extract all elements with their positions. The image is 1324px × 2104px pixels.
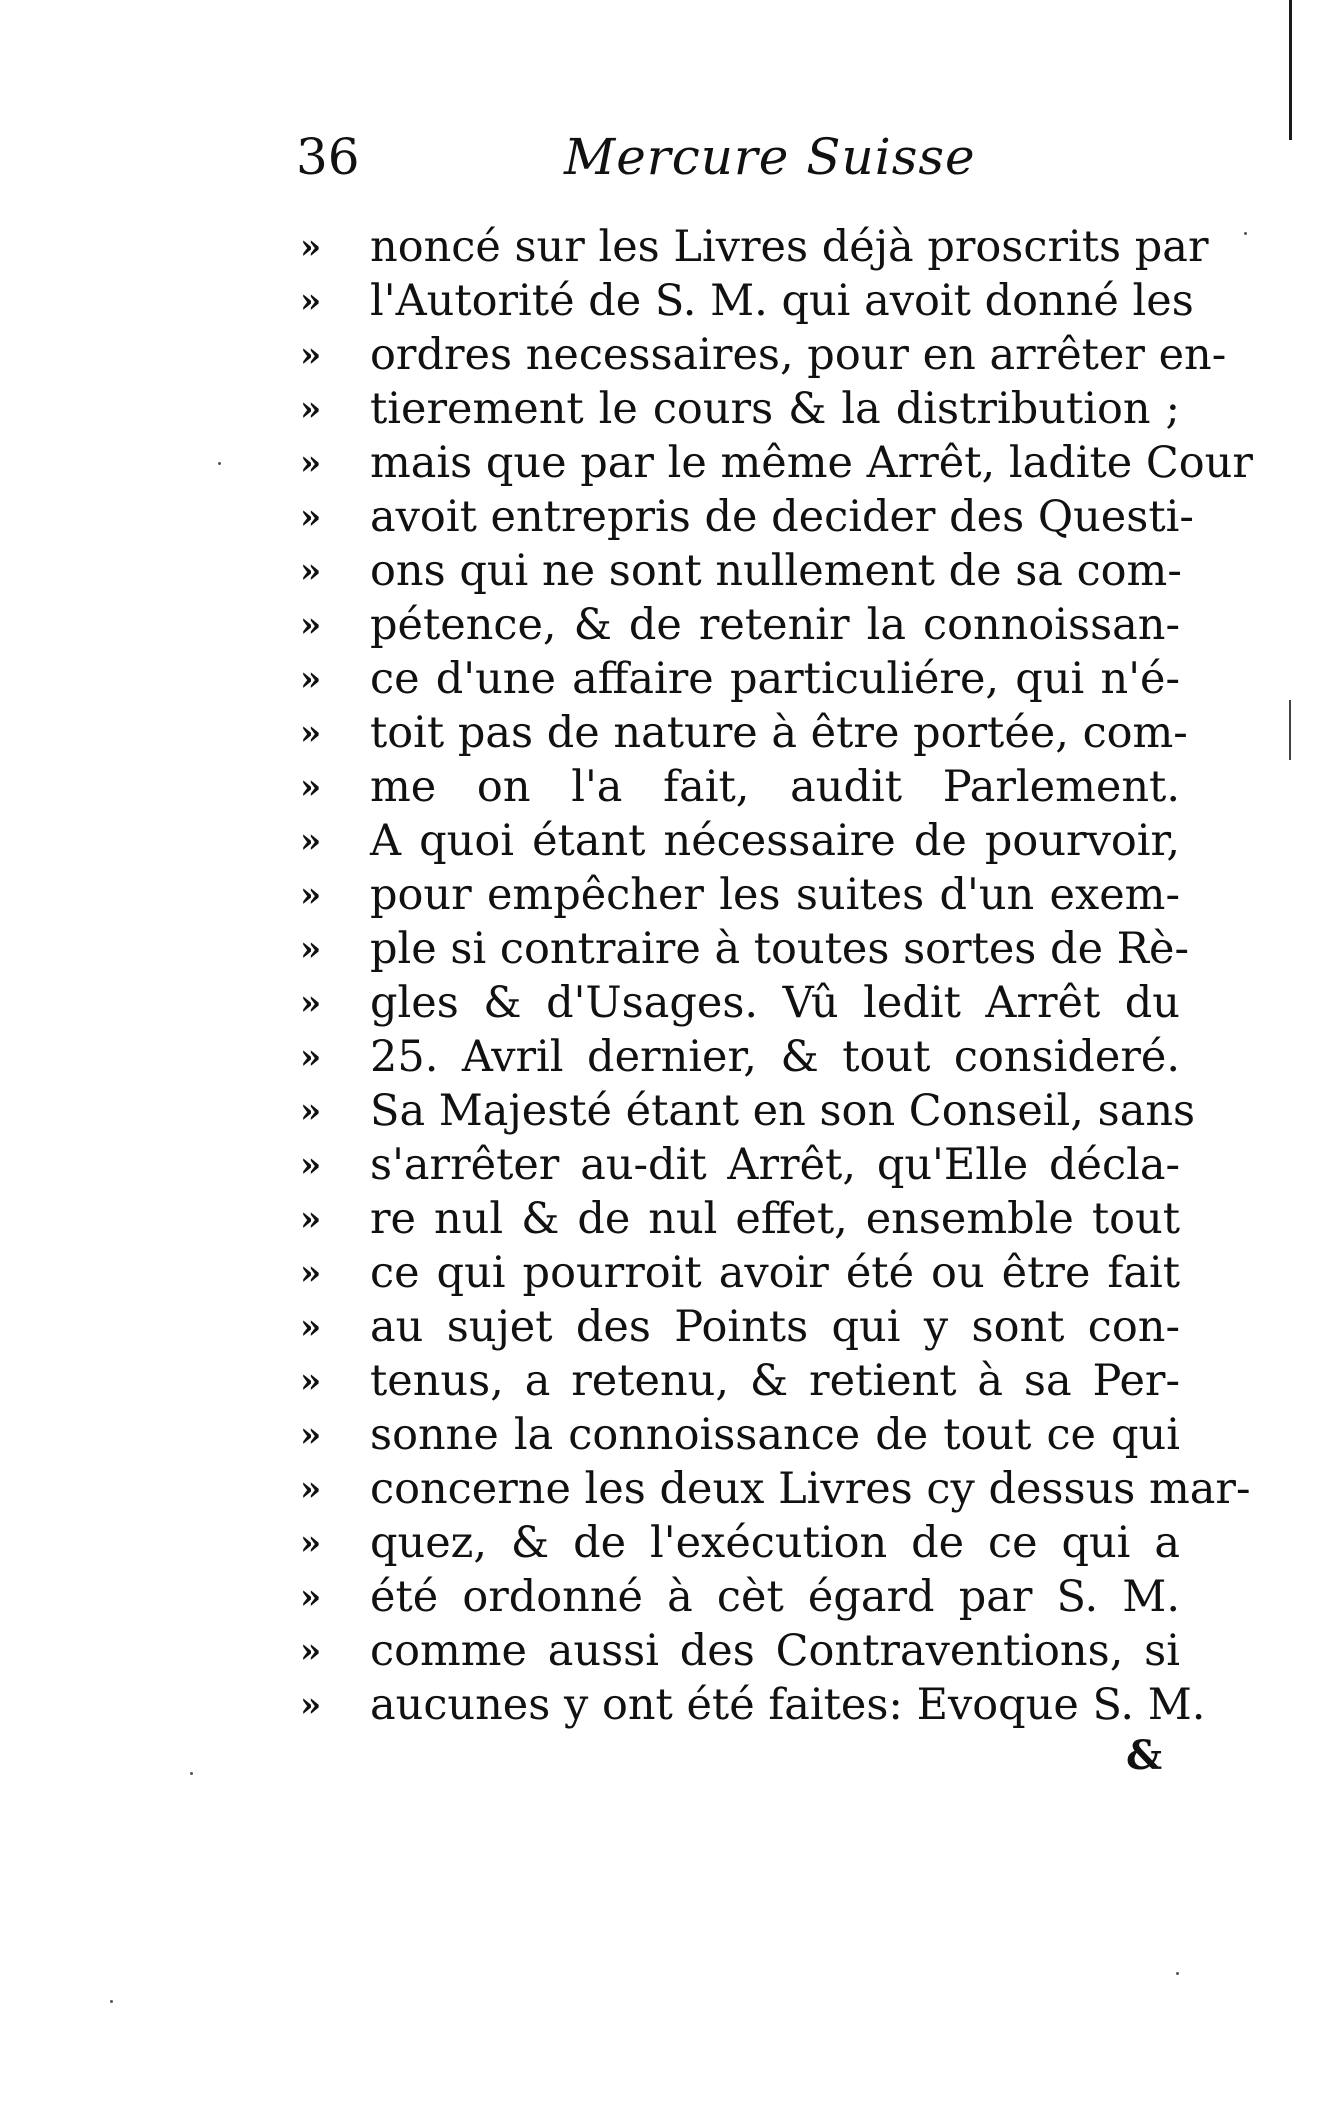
line-text: re nul & de nul effet, ensemble tout: [370, 1194, 1180, 1244]
quotation-mark: »: [300, 227, 322, 267]
quotation-mark: »: [300, 1037, 322, 1077]
line-text: avoit entrepris de decider des Questi-: [370, 492, 1194, 542]
text-line: [300, 1084, 1196, 1138]
text-line: [300, 1030, 1180, 1084]
text-line: [300, 1138, 1180, 1192]
text-line: [300, 1516, 1180, 1570]
running-head: Mercure Suisse: [564, 128, 976, 186]
quotation-mark: »: [300, 1361, 322, 1401]
text-line: [300, 760, 1180, 814]
text-line: [300, 1300, 1180, 1354]
line-text: s'arrêter au-dit Arrêt, qu'Elle décla-: [370, 1140, 1180, 1190]
line-text: ons qui ne sont nullement de sa com-: [370, 546, 1182, 596]
quotation-mark: »: [300, 821, 322, 861]
text-line: [300, 1246, 1180, 1300]
print-speck: [1176, 1972, 1179, 1975]
quotation-mark: »: [300, 1091, 322, 1131]
line-text: été ordonné à cèt égard par S. M.: [370, 1572, 1180, 1622]
line-text: ce d'une affaire particuliére, qui n'é-: [370, 654, 1180, 704]
quotation-mark: »: [300, 983, 322, 1023]
text-line: [300, 1354, 1180, 1408]
line-text: concerne les deux Livres cy dessus mar-: [370, 1464, 1251, 1514]
text-line: [300, 1192, 1180, 1246]
text-line: [300, 1462, 1251, 1516]
text-line: [300, 652, 1180, 706]
page-header: [296, 128, 1176, 198]
text-line: [300, 598, 1180, 652]
print-speck: [190, 1772, 193, 1775]
print-speck: [1244, 232, 1247, 235]
line-text: 25. Avril dernier, & tout consideré.: [370, 1032, 1180, 1082]
text-line: [300, 922, 1190, 976]
quotation-mark: »: [300, 1199, 322, 1239]
quotation-mark: »: [300, 1577, 322, 1617]
line-text: pétence, & de retenir la connoissan-: [370, 600, 1180, 650]
line-text: tierement le cours & la distribution ;: [370, 384, 1180, 434]
text-line: [300, 1408, 1180, 1462]
quotation-mark: »: [300, 1685, 322, 1725]
text-line: [300, 382, 1180, 436]
line-text: ce qui pourroit avoir été ou être fait: [370, 1248, 1180, 1298]
text-line: [300, 976, 1180, 1030]
quotation-mark: »: [300, 1523, 322, 1563]
quotation-mark: »: [300, 281, 322, 321]
line-text: aucunes y ont été faites: Evoque S. M.: [370, 1680, 1206, 1730]
text-line: [300, 544, 1180, 598]
quotation-mark: »: [300, 767, 322, 807]
quotation-mark: »: [300, 929, 322, 969]
quotation-mark: »: [300, 1631, 322, 1671]
catchword: &: [1126, 1732, 1163, 1779]
quotation-mark: »: [300, 335, 322, 375]
line-text: noncé sur les Livres déjà proscrits par: [370, 222, 1209, 272]
quotation-mark: »: [300, 605, 322, 645]
line-text: me on l'a fait, audit Parlement.: [370, 762, 1180, 812]
text-line: [300, 490, 1194, 544]
quotation-mark: »: [300, 1469, 322, 1509]
line-text: comme aussi des Contraventions, si: [370, 1626, 1180, 1676]
line-text: quez, & de l'exécution de ce qui a: [370, 1518, 1180, 1568]
line-text: l'Autorité de S. M. qui avoit donné les: [370, 276, 1194, 326]
text-line: [300, 1678, 1206, 1732]
line-text: gles & d'Usages. Vû ledit Arrêt du: [370, 978, 1180, 1028]
binding-edge-mark: [1289, 700, 1291, 760]
quotation-mark: »: [300, 875, 322, 915]
line-text: toit pas de nature à être portée, com-: [370, 708, 1188, 758]
text-line: [300, 436, 1253, 490]
print-speck: [218, 462, 221, 465]
line-text: ordres necessaires, pour en arrêter en-: [370, 330, 1227, 380]
quotation-mark: »: [300, 1415, 322, 1455]
body-text: [300, 220, 1253, 1732]
line-text: Sa Majesté étant en son Conseil, sans: [370, 1086, 1196, 1136]
quotation-mark: »: [300, 1253, 322, 1293]
print-speck: [110, 2000, 113, 2003]
quotation-mark: »: [300, 713, 322, 753]
line-text: mais que par le même Arrêt, ladite Cour: [370, 438, 1253, 488]
quotation-mark: »: [300, 443, 322, 483]
line-text: au sujet des Points qui y sont con-: [370, 1302, 1180, 1352]
text-line: [300, 1570, 1180, 1624]
text-line: [300, 868, 1180, 922]
text-line: [300, 706, 1188, 760]
text-line: [300, 814, 1180, 868]
line-text: ple si contraire à toutes sortes de Rè-: [370, 924, 1190, 974]
text-line: [300, 1624, 1180, 1678]
line-text: pour empêcher les suites d'un exem-: [370, 870, 1180, 920]
text-line: [300, 328, 1227, 382]
quotation-mark: »: [300, 389, 322, 429]
quotation-mark: »: [300, 551, 322, 591]
quotation-mark: »: [300, 497, 322, 537]
line-text: A quoi étant nécessaire de pourvoir,: [370, 816, 1180, 866]
page-number: 36: [296, 128, 360, 186]
line-text: tenus, a retenu, & retient à sa Per-: [370, 1356, 1180, 1406]
text-line: [300, 220, 1209, 274]
text-line: [300, 274, 1194, 328]
quotation-mark: »: [300, 659, 322, 699]
quotation-mark: »: [300, 1145, 322, 1185]
line-text: sonne la connoissance de tout ce qui: [370, 1410, 1180, 1460]
quotation-mark: »: [300, 1307, 322, 1347]
binding-edge: [1289, 0, 1292, 140]
